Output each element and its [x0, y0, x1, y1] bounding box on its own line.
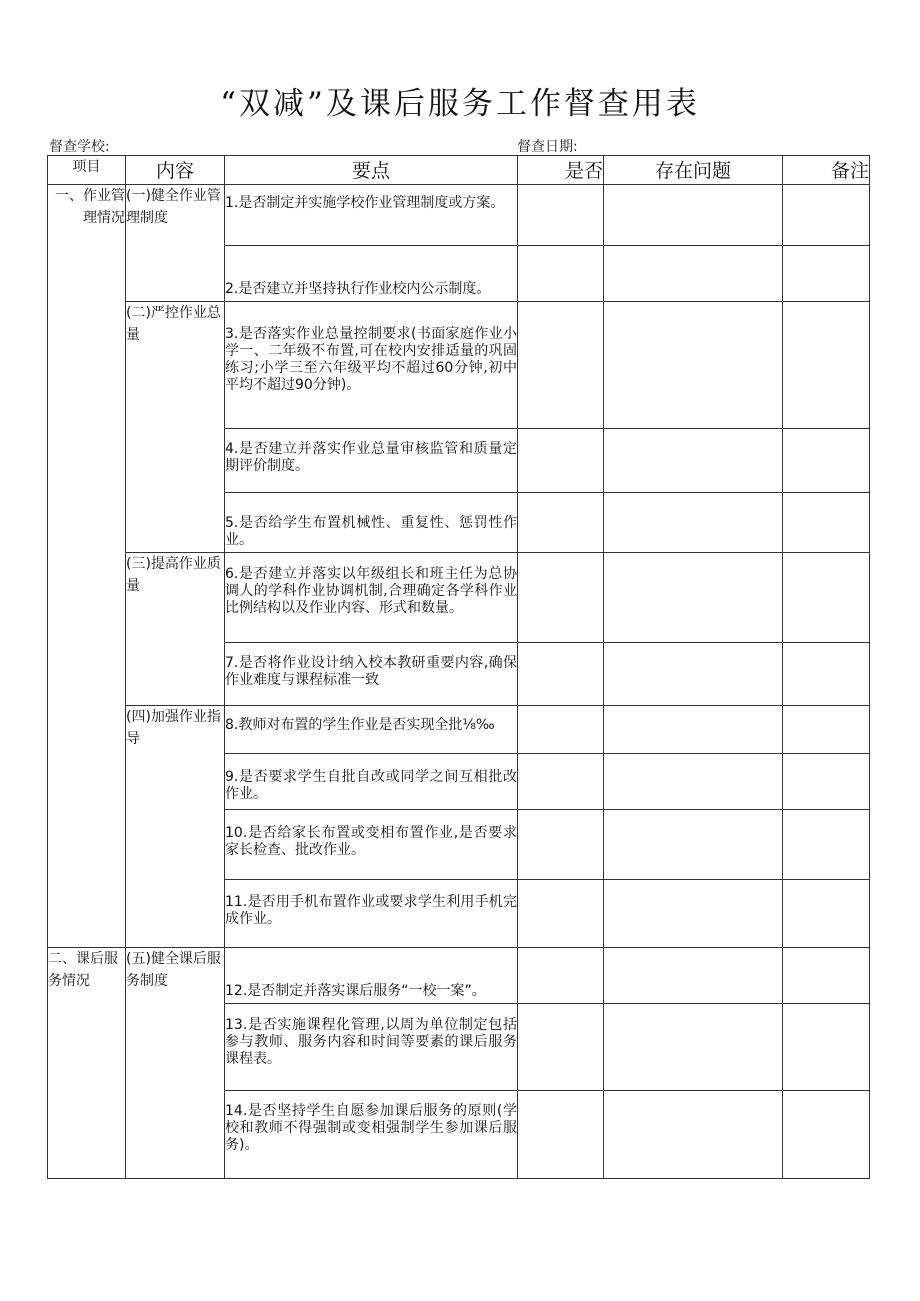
point-text: 4.是否建立并落实作业总量审核监管和质量定期评价制度。 — [225, 429, 518, 493]
yes-cell[interactable] — [518, 493, 604, 553]
point-text: 6.是否建立并落实以年级组长和班主任为总协调人的学科作业协调机制,合理确定各学科作业比例结构以及作业内容、形式和数量。 — [225, 553, 518, 643]
issues-cell[interactable] — [604, 429, 783, 493]
yes-cell[interactable] — [518, 429, 604, 493]
note-cell[interactable] — [783, 880, 870, 948]
yes-cell[interactable] — [518, 185, 604, 246]
table-row — [48, 553, 870, 643]
yes-cell[interactable] — [518, 246, 604, 302]
yes-cell[interactable] — [518, 948, 604, 1004]
point-text: 14.是否坚持学生自愿参加课后服务的原则(学校和教师不得强制或变相强制学生参加课后服务)。 — [225, 1091, 518, 1179]
header-points: 要点 — [225, 156, 518, 185]
issues-cell[interactable] — [604, 1004, 783, 1091]
table-row — [48, 302, 870, 429]
table-row — [48, 185, 870, 246]
point-text: 3.是否落实作业总量控制要求(书面家庭作业小学一、二年级不布置,可在校内安排适量的巩固练习;小学三至六年级平均不超过60分钟,初中平均不超过90分钟)。 — [225, 302, 518, 429]
yes-cell[interactable] — [518, 302, 604, 429]
note-cell[interactable] — [783, 810, 870, 880]
note-cell[interactable] — [783, 1004, 870, 1091]
issues-cell[interactable] — [604, 553, 783, 643]
note-cell[interactable] — [783, 185, 870, 246]
header-row — [48, 156, 870, 185]
group-label: (四)加强作业指导 — [126, 706, 225, 948]
page-title: “双减”及课后服务工作督查用表 — [220, 86, 700, 122]
yes-cell[interactable] — [518, 706, 604, 754]
section-label: 一、作业管理情况 — [48, 185, 126, 948]
table-row — [48, 948, 870, 1004]
note-cell[interactable] — [783, 1091, 870, 1179]
point-text: 11.是否用手机布置作业或要求学生利用手机完成作业。 — [225, 880, 518, 948]
inspection-table — [47, 155, 870, 1179]
group-label: (五)健全课后服务制度 — [126, 948, 225, 1179]
note-cell[interactable] — [783, 302, 870, 429]
note-cell[interactable] — [783, 643, 870, 706]
yes-cell[interactable] — [518, 553, 604, 643]
issues-cell[interactable] — [604, 880, 783, 948]
header-note: 备注 — [783, 156, 870, 185]
note-cell[interactable] — [783, 429, 870, 493]
issues-cell[interactable] — [604, 643, 783, 706]
yes-cell[interactable] — [518, 643, 604, 706]
table-row — [48, 706, 870, 754]
issues-cell[interactable] — [604, 1091, 783, 1179]
point-text: 1.是否制定并实施学校作业管理制度或方案。 — [225, 185, 518, 246]
point-text: 8.教师对布置的学生作业是否实现全批⅛‰ — [225, 706, 518, 754]
point-text: 7.是否将作业设计纳入校本教研重要内容,确保作业难度与课程标准一致 — [225, 643, 518, 706]
yes-cell[interactable] — [518, 880, 604, 948]
point-text: 5.是否给学生布置机械性、重复性、惩罚性作业。 — [225, 493, 518, 553]
note-cell[interactable] — [783, 553, 870, 643]
point-text: 2.是否建立并坚持执行作业校内公示制度。 — [225, 246, 518, 302]
group-label: (一)健全作业管理制度 — [126, 185, 225, 302]
point-text: 12.是否制定并落实课后服务“一校一案”。 — [225, 948, 518, 1004]
yes-cell[interactable] — [518, 1091, 604, 1179]
issues-cell[interactable] — [604, 706, 783, 754]
school-label: 督查学校: — [49, 139, 110, 155]
issues-cell[interactable] — [604, 810, 783, 880]
issues-cell[interactable] — [604, 493, 783, 553]
yes-cell[interactable] — [518, 810, 604, 880]
point-text: 10.是否给家长布置或变相布置作业,是否要求家长检查、批改作业。 — [225, 810, 518, 880]
yes-cell[interactable] — [518, 1004, 604, 1091]
group-label: (二)严控作业总量 — [126, 302, 225, 553]
issues-cell[interactable] — [604, 302, 783, 429]
point-text: 9.是否要求学生自批自改或同学之间互相批改作业。 — [225, 754, 518, 810]
header-content: 内容 — [126, 156, 225, 185]
issues-cell[interactable] — [604, 185, 783, 246]
header-issues: 存在问题 — [604, 156, 783, 185]
issues-cell[interactable] — [604, 754, 783, 810]
note-cell[interactable] — [783, 493, 870, 553]
header-item: 项目 — [48, 156, 126, 185]
yes-cell[interactable] — [518, 754, 604, 810]
section-label: 二、课后服务情况 — [48, 948, 126, 1179]
note-cell[interactable] — [783, 948, 870, 1004]
group-label: (三)提高作业质量 — [126, 553, 225, 706]
issues-cell[interactable] — [604, 948, 783, 1004]
point-text: 13.是否实施课程化管理,以周为单位制定包括参与教师、服务内容和时间等要素的课后服务课程表。 — [225, 1004, 518, 1091]
note-cell[interactable] — [783, 246, 870, 302]
note-cell[interactable] — [783, 706, 870, 754]
date-label: 督查日期: — [517, 139, 578, 155]
issues-cell[interactable] — [604, 246, 783, 302]
note-cell[interactable] — [783, 754, 870, 810]
header-yes: 是否 — [518, 156, 604, 185]
